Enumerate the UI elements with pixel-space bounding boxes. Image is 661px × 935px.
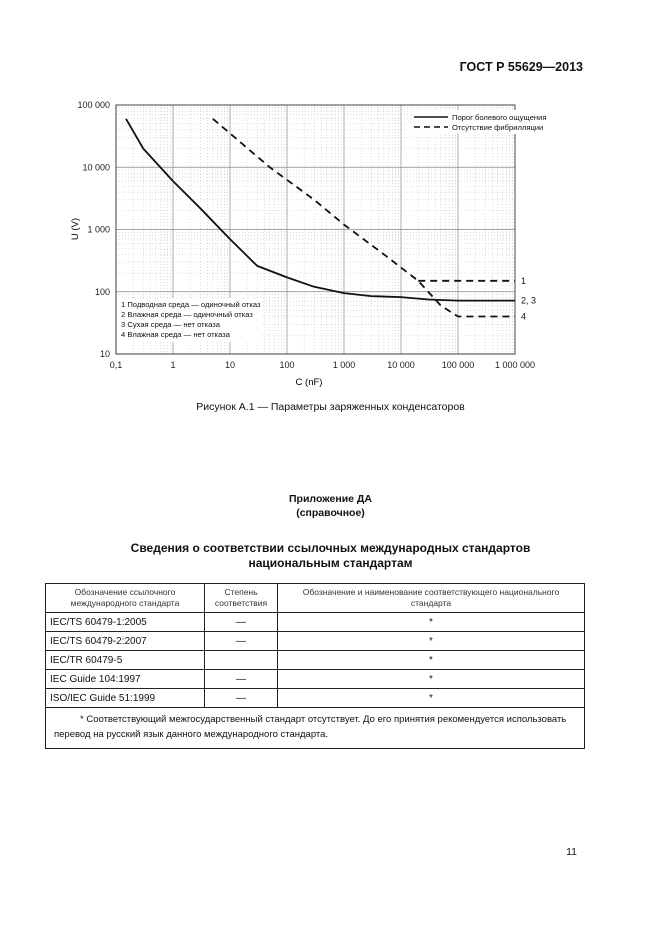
cell-national-standard: * (278, 613, 585, 632)
figure-caption: Рисунок А.1 — Параметры заряженных конденсаторов (196, 401, 465, 413)
y-tick-label: 100 (94, 286, 110, 297)
chart-note: 1 Подводная среда — одиночный отказ (121, 300, 261, 309)
legend-entry: Порог болевого ощущения (452, 113, 547, 122)
x-tick-label: 0,1 (109, 360, 123, 370)
table-row (46, 613, 585, 632)
chart-note: 4 Влажная среда — нет отказа (121, 330, 230, 339)
cell-national-standard: * (278, 670, 585, 689)
series-line (126, 119, 515, 301)
x-tick-label: 10 (224, 360, 236, 370)
x-tick-label: 1 (170, 360, 176, 370)
table-row (46, 651, 585, 670)
header-conformity: Степень соответствия (205, 584, 278, 613)
annex-subtitle: (справочное) (296, 507, 365, 519)
table-row (46, 632, 585, 651)
curve-label: 2, 3 (521, 295, 537, 306)
cell-intl-standard: IEC/TS 60479-1:2005 (46, 613, 205, 632)
table-row (46, 670, 585, 689)
cell-national-standard: * (278, 689, 585, 708)
cell-conformity: — (205, 613, 278, 632)
chart-annotations (521, 276, 536, 322)
table-header-row (46, 584, 585, 613)
y-tick-label: 10 (99, 349, 110, 359)
table-row (46, 689, 585, 708)
cell-intl-standard: IEC Guide 104:1997 (46, 670, 205, 689)
x-axis-label: C (nF) (295, 377, 323, 388)
annex-title-text: Приложение ДА (289, 493, 372, 505)
header-national-standard: Обозначение и наименование соответствующего национального стандарта (278, 584, 585, 613)
cell-conformity: — (205, 670, 278, 689)
chart-legend (411, 110, 559, 134)
curve-label: 4 (521, 311, 527, 322)
series-line (213, 119, 515, 317)
annex-heading (0, 541, 661, 571)
cell-intl-standard: IEC/TR 60479-5 (46, 651, 205, 670)
y-tick-label: 100 000 (77, 100, 110, 110)
table-footnote-row (46, 708, 585, 749)
cell-conformity (205, 651, 278, 670)
standards-table (45, 583, 585, 749)
y-tick-label: 10 000 (82, 162, 110, 173)
x-tick-label: 10 000 (387, 360, 415, 370)
annex-title (0, 492, 661, 520)
capacitor-chart (0, 0, 661, 400)
x-tick-label: 1 000 (332, 360, 356, 370)
cell-national-standard: * (278, 651, 585, 670)
chart-note: 2 Влажная среда — одиночный отказ (121, 310, 253, 319)
cell-national-standard: * (278, 632, 585, 651)
table-footnote: * Соответствующий межгосударственный стандарт отсутствует. До его принятия рекомендуется использовать перевод на русский язык данного международного стандарта. (46, 708, 585, 749)
cell-intl-standard: IEC/TS 60479-2:2007 (46, 632, 205, 651)
page-number: 11 (566, 846, 577, 858)
document-id: ГОСТ Р 55629—2013 (459, 60, 583, 74)
x-tick-label: 1 000 000 (494, 360, 536, 370)
header-intl-standard: Обозначение ссылочного международного стандарта (46, 584, 205, 613)
legend-entry: Отсутствие фибрилляции (452, 123, 544, 132)
y-tick-label: 1 000 (87, 224, 110, 235)
curve-label: 1 (521, 275, 527, 286)
cell-intl-standard: ISO/IEC Guide 51:1999 (46, 689, 205, 708)
annex-heading-line1: Сведения о соответствии ссылочных международных стандартов (130, 541, 531, 555)
chart-notes (118, 298, 263, 342)
x-tick-label: 100 (279, 360, 295, 370)
y-axis-label: U (V) (70, 217, 81, 241)
annex-heading-line2: национальным стандартам (248, 556, 413, 570)
x-tick-label: 100 000 (441, 360, 475, 370)
cell-conformity: — (205, 689, 278, 708)
chart-note: 3 Сухая среда — нет отказа (121, 320, 220, 329)
cell-conformity: — (205, 632, 278, 651)
